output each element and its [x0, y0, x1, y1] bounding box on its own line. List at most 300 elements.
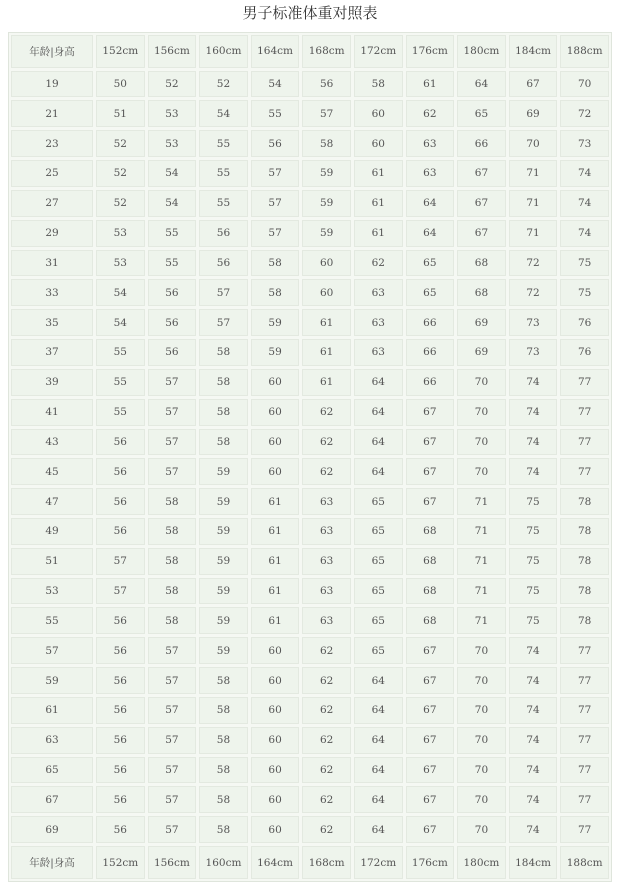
table-row: [11, 71, 609, 98]
weight-cell: 78: [560, 488, 609, 515]
weight-cell: 77: [560, 816, 609, 843]
height-header-cell: 152cm: [96, 35, 145, 68]
weight-cell: 72: [509, 279, 558, 306]
weight-cell: 56: [96, 637, 145, 664]
weight-cell: 70: [457, 757, 506, 784]
age-cell: 63: [11, 727, 93, 754]
table-row: [11, 578, 609, 605]
weight-table: [8, 32, 612, 882]
weight-cell: 68: [406, 578, 455, 605]
weight-cell: 62: [302, 697, 351, 724]
weight-cell: 61: [354, 160, 403, 187]
weight-cell: 62: [302, 637, 351, 664]
weight-cell: 71: [509, 160, 558, 187]
height-header-cell: 172cm: [354, 35, 403, 68]
weight-cell: 71: [457, 578, 506, 605]
weight-cell: 56: [96, 757, 145, 784]
height-header-cell: 176cm: [406, 35, 455, 68]
weight-cell: 61: [354, 220, 403, 247]
weight-cell: 55: [148, 250, 197, 277]
weight-cell: 70: [457, 727, 506, 754]
age-cell: 19: [11, 71, 93, 98]
table-row: [11, 697, 609, 724]
weight-cell: 57: [148, 697, 197, 724]
weight-cell: 56: [96, 727, 145, 754]
height-header-cell: 188cm: [560, 846, 609, 879]
weight-cell: 74: [509, 399, 558, 426]
weight-cell: 52: [199, 71, 248, 98]
weight-cell: 57: [199, 279, 248, 306]
weight-cell: 64: [406, 190, 455, 217]
weight-cell: 63: [302, 518, 351, 545]
weight-cell: 67: [406, 429, 455, 456]
weight-cell: 63: [406, 160, 455, 187]
weight-cell: 67: [406, 667, 455, 694]
weight-cell: 58: [148, 518, 197, 545]
weight-cell: 75: [509, 578, 558, 605]
age-cell: 69: [11, 816, 93, 843]
weight-cell: 67: [509, 71, 558, 98]
weight-cell: 68: [457, 279, 506, 306]
weight-cell: 66: [406, 309, 455, 336]
weight-cell: 56: [148, 339, 197, 366]
weight-cell: 71: [457, 607, 506, 634]
weight-cell: 61: [251, 607, 300, 634]
weight-cell: 71: [509, 220, 558, 247]
weight-cell: 64: [406, 220, 455, 247]
weight-cell: 58: [354, 71, 403, 98]
weight-cell: 74: [509, 727, 558, 754]
weight-cell: 57: [148, 816, 197, 843]
weight-cell: 56: [96, 518, 145, 545]
age-cell: 53: [11, 578, 93, 605]
weight-cell: 67: [406, 697, 455, 724]
weight-cell: 61: [251, 518, 300, 545]
weight-cell: 60: [251, 757, 300, 784]
weight-cell: 57: [96, 578, 145, 605]
weight-cell: 64: [354, 757, 403, 784]
weight-cell: 52: [96, 130, 145, 157]
height-header-cell: 152cm: [96, 846, 145, 879]
weight-cell: 65: [406, 250, 455, 277]
weight-cell: 61: [302, 369, 351, 396]
weight-cell: 55: [199, 190, 248, 217]
weight-cell: 71: [457, 548, 506, 575]
weight-cell: 57: [251, 220, 300, 247]
weight-cell: 74: [560, 190, 609, 217]
table-row: [11, 458, 609, 485]
weight-cell: 77: [560, 637, 609, 664]
weight-cell: 52: [148, 71, 197, 98]
age-cell: 23: [11, 130, 93, 157]
weight-cell: 65: [354, 548, 403, 575]
weight-cell: 70: [457, 399, 506, 426]
weight-cell: 70: [457, 369, 506, 396]
weight-cell: 60: [251, 816, 300, 843]
header-corner-cell: 年龄|身高: [11, 846, 93, 879]
weight-cell: 56: [96, 667, 145, 694]
weight-cell: 73: [509, 339, 558, 366]
age-cell: 39: [11, 369, 93, 396]
weight-cell: 56: [148, 279, 197, 306]
weight-cell: 58: [199, 757, 248, 784]
weight-cell: 62: [302, 667, 351, 694]
weight-cell: 65: [406, 279, 455, 306]
age-cell: 49: [11, 518, 93, 545]
weight-cell: 64: [354, 727, 403, 754]
weight-cell: 57: [148, 727, 197, 754]
weight-cell: 55: [96, 399, 145, 426]
height-header-cell: 168cm: [302, 35, 351, 68]
weight-cell: 63: [302, 578, 351, 605]
age-cell: 51: [11, 548, 93, 575]
weight-cell: 70: [457, 697, 506, 724]
weight-cell: 75: [509, 548, 558, 575]
age-cell: 41: [11, 399, 93, 426]
table-footer-row: [11, 846, 609, 879]
weight-cell: 59: [302, 190, 351, 217]
weight-cell: 60: [251, 697, 300, 724]
weight-table-container: [8, 32, 612, 882]
weight-cell: 74: [560, 220, 609, 247]
height-header-cell: 164cm: [251, 35, 300, 68]
weight-cell: 64: [354, 458, 403, 485]
age-cell: 67: [11, 786, 93, 813]
weight-cell: 74: [509, 429, 558, 456]
weight-cell: 59: [199, 637, 248, 664]
weight-cell: 74: [509, 667, 558, 694]
weight-cell: 72: [560, 100, 609, 127]
age-cell: 29: [11, 220, 93, 247]
age-cell: 35: [11, 309, 93, 336]
weight-cell: 70: [457, 458, 506, 485]
age-cell: 31: [11, 250, 93, 277]
weight-cell: 68: [406, 548, 455, 575]
weight-cell: 55: [96, 369, 145, 396]
weight-cell: 58: [199, 339, 248, 366]
height-header-cell: 180cm: [457, 846, 506, 879]
age-cell: 65: [11, 757, 93, 784]
weight-cell: 63: [302, 607, 351, 634]
height-header-cell: 160cm: [199, 846, 248, 879]
table-row: [11, 727, 609, 754]
weight-cell: 56: [96, 786, 145, 813]
weight-cell: 70: [457, 429, 506, 456]
weight-cell: 77: [560, 429, 609, 456]
table-row: [11, 518, 609, 545]
weight-cell: 58: [199, 816, 248, 843]
weight-cell: 59: [302, 220, 351, 247]
weight-cell: 60: [251, 458, 300, 485]
weight-cell: 56: [199, 220, 248, 247]
table-row: [11, 250, 609, 277]
weight-cell: 54: [96, 279, 145, 306]
weight-cell: 67: [406, 757, 455, 784]
weight-cell: 78: [560, 607, 609, 634]
weight-cell: 74: [509, 369, 558, 396]
weight-cell: 78: [560, 578, 609, 605]
weight-cell: 57: [148, 399, 197, 426]
table-row: [11, 399, 609, 426]
weight-cell: 58: [199, 369, 248, 396]
weight-cell: 61: [302, 339, 351, 366]
table-row: [11, 130, 609, 157]
age-cell: 25: [11, 160, 93, 187]
height-header-cell: 172cm: [354, 846, 403, 879]
weight-cell: 55: [199, 160, 248, 187]
weight-cell: 67: [406, 727, 455, 754]
weight-cell: 53: [148, 100, 197, 127]
weight-cell: 57: [148, 757, 197, 784]
weight-cell: 77: [560, 399, 609, 426]
weight-cell: 73: [509, 309, 558, 336]
weight-cell: 60: [251, 637, 300, 664]
weight-cell: 60: [354, 130, 403, 157]
weight-cell: 70: [509, 130, 558, 157]
weight-cell: 63: [354, 279, 403, 306]
weight-cell: 59: [302, 160, 351, 187]
weight-cell: 69: [457, 339, 506, 366]
height-header-cell: 184cm: [509, 846, 558, 879]
weight-cell: 56: [96, 429, 145, 456]
weight-cell: 61: [406, 71, 455, 98]
table-row: [11, 786, 609, 813]
weight-cell: 53: [96, 250, 145, 277]
weight-cell: 76: [560, 309, 609, 336]
weight-cell: 62: [302, 458, 351, 485]
weight-cell: 77: [560, 667, 609, 694]
weight-cell: 54: [148, 190, 197, 217]
weight-cell: 65: [354, 518, 403, 545]
weight-cell: 63: [302, 488, 351, 515]
weight-cell: 78: [560, 548, 609, 575]
height-header-cell: 156cm: [148, 35, 197, 68]
weight-cell: 63: [406, 130, 455, 157]
height-header-cell: 168cm: [302, 846, 351, 879]
table-row: [11, 488, 609, 515]
weight-table-body: [11, 35, 609, 879]
weight-cell: 58: [148, 578, 197, 605]
weight-cell: 59: [199, 518, 248, 545]
weight-cell: 70: [457, 667, 506, 694]
weight-cell: 58: [251, 250, 300, 277]
weight-cell: 56: [302, 71, 351, 98]
weight-cell: 64: [354, 786, 403, 813]
weight-cell: 59: [199, 548, 248, 575]
weight-cell: 67: [457, 220, 506, 247]
table-row: [11, 607, 609, 634]
table-row: [11, 279, 609, 306]
weight-cell: 52: [96, 190, 145, 217]
weight-cell: 63: [354, 339, 403, 366]
weight-cell: 54: [96, 309, 145, 336]
weight-cell: 55: [251, 100, 300, 127]
weight-cell: 75: [560, 250, 609, 277]
weight-cell: 65: [354, 488, 403, 515]
weight-cell: 60: [251, 727, 300, 754]
weight-cell: 64: [457, 71, 506, 98]
weight-cell: 56: [96, 488, 145, 515]
weight-cell: 59: [199, 578, 248, 605]
weight-cell: 62: [302, 727, 351, 754]
weight-cell: 62: [354, 250, 403, 277]
weight-cell: 54: [148, 160, 197, 187]
weight-cell: 60: [251, 399, 300, 426]
weight-cell: 68: [406, 518, 455, 545]
age-cell: 33: [11, 279, 93, 306]
weight-cell: 60: [251, 667, 300, 694]
weight-cell: 74: [509, 786, 558, 813]
weight-cell: 58: [199, 727, 248, 754]
weight-cell: 57: [199, 309, 248, 336]
height-header-cell: 156cm: [148, 846, 197, 879]
table-header-row: [11, 35, 609, 68]
weight-cell: 57: [148, 637, 197, 664]
weight-cell: 66: [406, 369, 455, 396]
weight-cell: 74: [560, 160, 609, 187]
age-cell: 43: [11, 429, 93, 456]
weight-cell: 51: [96, 100, 145, 127]
weight-cell: 56: [96, 458, 145, 485]
weight-cell: 75: [509, 518, 558, 545]
weight-cell: 66: [406, 339, 455, 366]
weight-cell: 61: [251, 488, 300, 515]
weight-cell: 59: [251, 339, 300, 366]
weight-cell: 75: [509, 607, 558, 634]
weight-cell: 58: [199, 667, 248, 694]
weight-cell: 70: [560, 71, 609, 98]
weight-cell: 63: [302, 548, 351, 575]
weight-cell: 70: [457, 786, 506, 813]
weight-cell: 64: [354, 399, 403, 426]
weight-cell: 53: [148, 130, 197, 157]
height-header-cell: 180cm: [457, 35, 506, 68]
weight-cell: 74: [509, 816, 558, 843]
weight-cell: 59: [199, 607, 248, 634]
weight-cell: 66: [457, 130, 506, 157]
weight-cell: 64: [354, 816, 403, 843]
weight-cell: 67: [406, 786, 455, 813]
weight-cell: 57: [148, 786, 197, 813]
weight-cell: 58: [302, 130, 351, 157]
weight-cell: 57: [148, 369, 197, 396]
weight-cell: 52: [96, 160, 145, 187]
page-title: 男子标准体重对照表: [242, 4, 378, 22]
weight-cell: 58: [199, 697, 248, 724]
age-cell: 37: [11, 339, 93, 366]
weight-cell: 56: [96, 607, 145, 634]
weight-cell: 61: [251, 578, 300, 605]
weight-cell: 58: [199, 786, 248, 813]
weight-cell: 59: [199, 488, 248, 515]
weight-cell: 69: [457, 309, 506, 336]
weight-cell: 60: [251, 429, 300, 456]
weight-cell: 56: [96, 697, 145, 724]
weight-cell: 74: [509, 757, 558, 784]
header-corner-cell: 年龄|身高: [11, 35, 93, 68]
weight-cell: 75: [560, 279, 609, 306]
weight-cell: 56: [251, 130, 300, 157]
weight-cell: 59: [251, 309, 300, 336]
weight-cell: 62: [302, 757, 351, 784]
age-cell: 47: [11, 488, 93, 515]
weight-cell: 55: [148, 220, 197, 247]
weight-cell: 55: [199, 130, 248, 157]
weight-cell: 60: [251, 786, 300, 813]
weight-cell: 60: [354, 100, 403, 127]
weight-cell: 68: [457, 250, 506, 277]
age-cell: 21: [11, 100, 93, 127]
age-cell: 59: [11, 667, 93, 694]
weight-cell: 77: [560, 697, 609, 724]
weight-cell: 62: [406, 100, 455, 127]
weight-cell: 67: [457, 160, 506, 187]
weight-cell: 77: [560, 786, 609, 813]
weight-cell: 69: [509, 100, 558, 127]
weight-cell: 57: [96, 548, 145, 575]
table-row: [11, 637, 609, 664]
table-row: [11, 220, 609, 247]
weight-cell: 65: [354, 637, 403, 664]
weight-cell: 61: [251, 548, 300, 575]
weight-cell: 62: [302, 816, 351, 843]
weight-cell: 55: [96, 339, 145, 366]
weight-cell: 67: [406, 816, 455, 843]
weight-cell: 58: [251, 279, 300, 306]
weight-cell: 54: [199, 100, 248, 127]
table-row: [11, 667, 609, 694]
weight-cell: 56: [96, 816, 145, 843]
weight-cell: 57: [251, 190, 300, 217]
height-header-cell: 188cm: [560, 35, 609, 68]
table-row: [11, 100, 609, 127]
height-header-cell: 176cm: [406, 846, 455, 879]
weight-cell: 56: [148, 309, 197, 336]
weight-cell: 71: [457, 488, 506, 515]
weight-cell: 70: [457, 637, 506, 664]
weight-cell: 65: [354, 578, 403, 605]
weight-cell: 68: [406, 607, 455, 634]
age-cell: 27: [11, 190, 93, 217]
weight-cell: 58: [199, 429, 248, 456]
weight-cell: 58: [148, 548, 197, 575]
weight-cell: 74: [509, 697, 558, 724]
weight-cell: 70: [457, 816, 506, 843]
weight-cell: 58: [148, 488, 197, 515]
weight-cell: 60: [251, 369, 300, 396]
weight-cell: 64: [354, 667, 403, 694]
weight-cell: 71: [457, 518, 506, 545]
weight-cell: 57: [148, 429, 197, 456]
weight-cell: 63: [354, 309, 403, 336]
weight-cell: 77: [560, 757, 609, 784]
table-row: [11, 548, 609, 575]
age-cell: 55: [11, 607, 93, 634]
weight-cell: 58: [148, 607, 197, 634]
weight-cell: 73: [560, 130, 609, 157]
table-row: [11, 757, 609, 784]
height-header-cell: 160cm: [199, 35, 248, 68]
weight-cell: 64: [354, 369, 403, 396]
weight-cell: 60: [302, 279, 351, 306]
weight-cell: 62: [302, 399, 351, 426]
weight-cell: 75: [509, 488, 558, 515]
table-row: [11, 339, 609, 366]
weight-cell: 78: [560, 518, 609, 545]
weight-cell: 67: [406, 399, 455, 426]
weight-cell: 67: [406, 458, 455, 485]
weight-cell: 77: [560, 727, 609, 754]
